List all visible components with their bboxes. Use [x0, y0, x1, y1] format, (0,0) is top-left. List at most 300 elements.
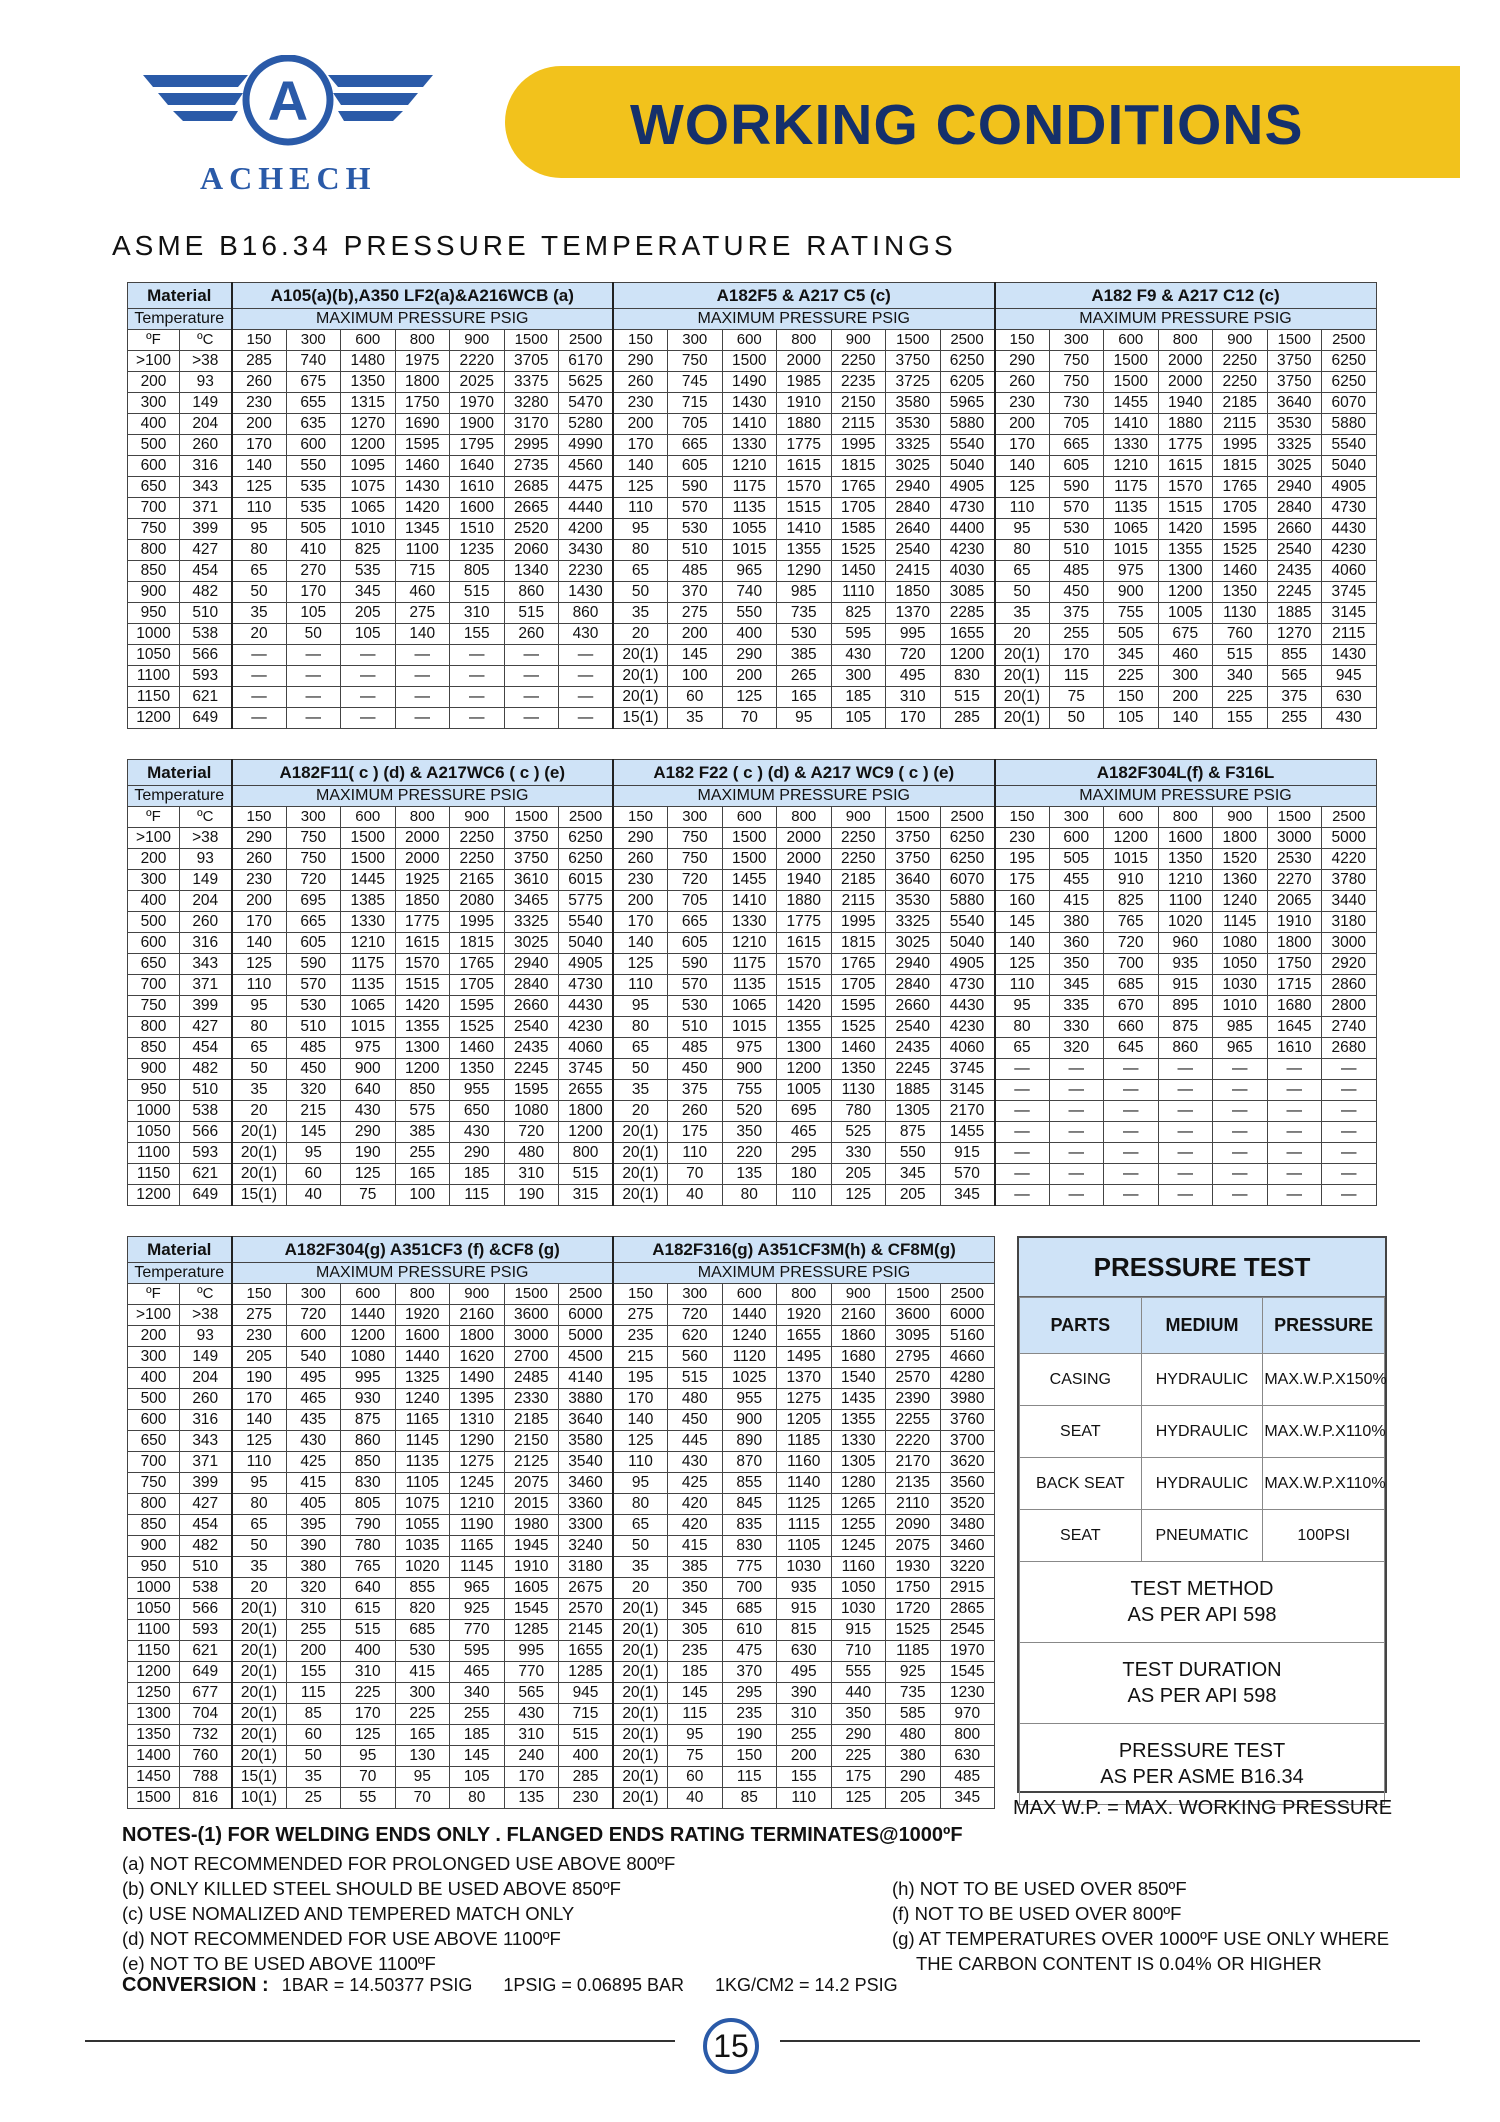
- pressure-class: 300: [286, 330, 341, 351]
- rating-cell: 15(1): [232, 1185, 287, 1206]
- rating-cell: —: [341, 708, 396, 729]
- rating-cell: 1545: [940, 1662, 995, 1683]
- rating-cell: 1210: [450, 1494, 505, 1515]
- rating-cell: 505: [1104, 624, 1159, 645]
- rating-cell: 140: [613, 1410, 668, 1431]
- rating-cell: 50: [1049, 708, 1104, 729]
- rating-cell: 1800: [559, 1101, 614, 1122]
- temp-c: 621: [180, 687, 232, 708]
- rating-cell: 20(1): [613, 1185, 668, 1206]
- temp-f: 1100: [128, 1143, 180, 1164]
- temp-f: 1300: [128, 1704, 180, 1725]
- rating-cell: 1525: [886, 1620, 941, 1641]
- rating-cell: 5880: [940, 891, 995, 912]
- rating-cell: 20: [613, 624, 668, 645]
- rating-cell: 4905: [559, 954, 614, 975]
- rating-cell: —: [1104, 1185, 1159, 1206]
- rating-cell: 1135: [722, 975, 777, 996]
- rating-cell: —: [504, 708, 559, 729]
- rating-cell: 2235: [831, 372, 886, 393]
- rating-cell: 1080: [504, 1101, 559, 1122]
- rating-cell: 375: [1267, 687, 1322, 708]
- rating-cell: 685: [722, 1599, 777, 1620]
- rating-cell: 395: [286, 1515, 341, 1536]
- rating-cell: 115: [1049, 666, 1104, 687]
- rating-cell: 1350: [831, 1059, 886, 1080]
- rating-cell: 3540: [559, 1452, 614, 1473]
- rating-cell: 1015: [722, 1017, 777, 1038]
- table-row: [128, 540, 1377, 561]
- rating-cell: 1920: [777, 1305, 832, 1326]
- rating-cell: 255: [395, 1143, 450, 1164]
- rating-cell: —: [995, 1164, 1050, 1185]
- pt-row: [1020, 1458, 1385, 1510]
- notes-left: [122, 1851, 922, 1976]
- rating-cell: —: [559, 645, 614, 666]
- rating-cell: 430: [1322, 708, 1377, 729]
- rating-cell: 1520: [1213, 849, 1268, 870]
- rating-cell: 2995: [504, 435, 559, 456]
- rating-cell: 450: [286, 1059, 341, 1080]
- rating-cell: 3750: [1267, 372, 1322, 393]
- rating-cell: 1255: [831, 1515, 886, 1536]
- rating-cell: 3750: [504, 828, 559, 849]
- rating-cell: 175: [995, 870, 1050, 891]
- rating-cell: 1200: [1158, 582, 1213, 603]
- rating-cell: 1410: [777, 519, 832, 540]
- rating-cell: 1430: [722, 393, 777, 414]
- rating-cell: 125: [995, 477, 1050, 498]
- rating-cell: 900: [722, 1059, 777, 1080]
- table-row: [128, 1452, 995, 1473]
- rating-cell: 380: [1049, 912, 1104, 933]
- rating-cell: 2540: [504, 1017, 559, 1038]
- rating-cell: 20(1): [613, 1704, 668, 1725]
- rating-cell: 3750: [1267, 351, 1322, 372]
- temp-c: 593: [180, 1143, 232, 1164]
- rating-cell: 515: [668, 1368, 723, 1389]
- pressure-class: 300: [668, 807, 723, 828]
- rating-cell: 255: [1049, 624, 1104, 645]
- rating-cell: 4905: [940, 477, 995, 498]
- rating-cell: 290: [232, 828, 287, 849]
- rating-cell: —: [1213, 1059, 1268, 1080]
- temp-c: 677: [180, 1683, 232, 1704]
- rating-cell: 2125: [504, 1452, 559, 1473]
- rating-cell: 20(1): [613, 1122, 668, 1143]
- temp-c: 149: [180, 1347, 232, 1368]
- notes-heading: NOTES-(1) FOR WELDING ENDS ONLY . FLANGED ENDS RATING TERMINATES@1000ºF: [122, 1824, 963, 1846]
- rating-cell: 20(1): [232, 1746, 287, 1767]
- temp-c: 482: [180, 1059, 232, 1080]
- rating-cell: 1360: [1213, 870, 1268, 891]
- rating-cell: 330: [831, 1143, 886, 1164]
- rating-cell: 1975: [395, 351, 450, 372]
- rating-cell: 370: [668, 582, 723, 603]
- material-name: A105(a)(b),A350 LF2(a)&A216WCB (a): [232, 283, 614, 309]
- rating-cell: 125: [613, 1431, 668, 1452]
- rating-cell: 1490: [450, 1368, 505, 1389]
- rating-cell: 285: [940, 708, 995, 729]
- rating-cell: 4500: [559, 1347, 614, 1368]
- rating-cell: 80: [722, 1185, 777, 1206]
- rating-cell: 685: [1104, 975, 1159, 996]
- rating-cell: 2220: [886, 1431, 941, 1452]
- rating-cell: 110: [995, 498, 1050, 519]
- footer-rule-right: [780, 2040, 1420, 2042]
- temp-c: 399: [180, 1473, 232, 1494]
- rating-cell: 4060: [1322, 561, 1377, 582]
- rating-cell: 675: [286, 372, 341, 393]
- note-item: (a) NOT RECOMMENDED FOR PROLONGED USE ABOVE 800ºF: [122, 1853, 676, 1874]
- rating-cell: 515: [559, 1725, 614, 1746]
- rating-cell: 1885: [1267, 603, 1322, 624]
- rating-cell: 85: [722, 1788, 777, 1809]
- rating-cell: 1500: [722, 849, 777, 870]
- rating-cell: 200: [722, 666, 777, 687]
- rating-cell: 95: [613, 519, 668, 540]
- notes-section: [122, 1823, 1402, 1974]
- temperature-label: Temperature: [128, 786, 232, 807]
- rating-cell: 1210: [341, 933, 396, 954]
- note-item: (g) AT TEMPERATURES OVER 1000ºF USE ONLY WHERE: [892, 1928, 1390, 1949]
- rating-cell: 385: [777, 645, 832, 666]
- rating-cell: 1355: [777, 1017, 832, 1038]
- rating-cell: 1705: [450, 975, 505, 996]
- rating-cell: 65: [232, 1515, 287, 1536]
- rating-cell: 565: [504, 1683, 559, 1704]
- pressure-class: 300: [1049, 807, 1104, 828]
- rating-cell: —: [995, 1143, 1050, 1164]
- table-row: [128, 561, 1377, 582]
- rating-cell: 655: [286, 393, 341, 414]
- rating-cell: 155: [450, 624, 505, 645]
- temp-c: 316: [180, 933, 232, 954]
- rating-cell: 740: [722, 582, 777, 603]
- rating-cell: 1185: [886, 1641, 941, 1662]
- rating-cell: 1200: [940, 645, 995, 666]
- rating-cell: 760: [1213, 624, 1268, 645]
- table-row: [128, 519, 1377, 540]
- pressure-class: 900: [1213, 330, 1268, 351]
- pressure-class: 300: [668, 1284, 723, 1305]
- rating-cell: 2570: [886, 1368, 941, 1389]
- rating-cell: 4730: [940, 975, 995, 996]
- rating-cell: 1910: [504, 1557, 559, 1578]
- rating-cell: 2940: [886, 954, 941, 975]
- rating-cell: —: [1158, 1164, 1213, 1185]
- temp-c: 93: [180, 849, 232, 870]
- rating-cell: 925: [886, 1662, 941, 1683]
- rating-cell: 1585: [831, 519, 886, 540]
- table-row: [128, 351, 1377, 372]
- rating-cell: 270: [286, 561, 341, 582]
- rating-cell: 140: [1158, 708, 1213, 729]
- rating-cell: 1690: [395, 414, 450, 435]
- rating-cell: 50: [286, 1746, 341, 1767]
- rating-cell: 1900: [450, 414, 505, 435]
- rating-cell: 290: [995, 351, 1050, 372]
- rating-cell: 1500: [722, 828, 777, 849]
- rating-cell: 65: [613, 561, 668, 582]
- rating-cell: 2270: [1267, 870, 1322, 891]
- rating-cell: —: [1049, 1185, 1104, 1206]
- rating-cell: 155: [286, 1662, 341, 1683]
- rating-cell: 790: [341, 1515, 396, 1536]
- rating-cell: 75: [668, 1746, 723, 1767]
- rating-cell: 1655: [940, 624, 995, 645]
- rating-cell: 2840: [886, 498, 941, 519]
- rating-cell: 2075: [504, 1473, 559, 1494]
- rating-cell: 5540: [940, 912, 995, 933]
- pressure-class: 150: [995, 330, 1050, 351]
- rating-cell: 1055: [395, 1515, 450, 1536]
- rating-cell: —: [995, 1122, 1050, 1143]
- pressure-class: 600: [341, 330, 396, 351]
- rating-cell: 80: [232, 540, 287, 561]
- table-row: [128, 1143, 1377, 1164]
- rating-cell: 3560: [940, 1473, 995, 1494]
- material-name: A182F11( c ) (d) & A217WC6 ( c ) (e): [232, 760, 614, 786]
- rating-cell: 560: [668, 1347, 723, 1368]
- rating-cell: 110: [232, 975, 287, 996]
- rating-cell: 1620: [450, 1347, 505, 1368]
- rating-cell: 485: [668, 561, 723, 582]
- rating-cell: 915: [831, 1620, 886, 1641]
- rating-cell: 460: [1158, 645, 1213, 666]
- rating-cell: 720: [504, 1122, 559, 1143]
- rating-cell: —: [504, 645, 559, 666]
- rating-cell: 6250: [940, 351, 995, 372]
- rating-cell: 640: [341, 1578, 396, 1599]
- rating-cell: 645: [1104, 1038, 1159, 1059]
- rating-cell: 230: [995, 393, 1050, 414]
- rating-cell: 1130: [1213, 603, 1268, 624]
- rating-cell: 1285: [504, 1620, 559, 1641]
- temp-f: 650: [128, 1431, 180, 1452]
- temp-f: >100: [128, 351, 180, 372]
- pt-cell: HYDRAULIC: [1141, 1354, 1263, 1406]
- rating-cell: 6015: [559, 870, 614, 891]
- rating-cell: 65: [232, 561, 287, 582]
- rating-cell: 80: [232, 1017, 287, 1038]
- rating-cell: 2540: [1267, 540, 1322, 561]
- temp-f: 1150: [128, 1641, 180, 1662]
- rating-cell: 1930: [886, 1557, 941, 1578]
- rating-cell: 225: [341, 1683, 396, 1704]
- rating-cell: 320: [286, 1578, 341, 1599]
- rating-cell: 970: [940, 1704, 995, 1725]
- rating-cell: —: [1213, 1143, 1268, 1164]
- table-row: [128, 1557, 995, 1578]
- rating-cell: 1500: [1104, 351, 1159, 372]
- rating-cell: 430: [504, 1704, 559, 1725]
- rating-cell: 3025: [1267, 456, 1322, 477]
- rating-cell: 590: [286, 954, 341, 975]
- note-item: THE CARBON CONTENT IS 0.04% OR HIGHER: [916, 1953, 1322, 1974]
- rating-cell: 720: [668, 870, 723, 891]
- rating-cell: 2285: [940, 603, 995, 624]
- pressure-class: 2500: [559, 807, 614, 828]
- rating-cell: 1015: [1104, 849, 1159, 870]
- rating-cell: 855: [1267, 645, 1322, 666]
- rating-cell: 2115: [1213, 414, 1268, 435]
- rating-cell: 200: [232, 414, 287, 435]
- temp-f: 950: [128, 603, 180, 624]
- rating-cell: 1020: [395, 1557, 450, 1578]
- rating-cell: —: [286, 645, 341, 666]
- pt-cell: HYDRAULIC: [1141, 1458, 1263, 1510]
- rating-cell: 235: [668, 1641, 723, 1662]
- rating-cell: 710: [831, 1641, 886, 1662]
- temp-c: 260: [180, 1389, 232, 1410]
- rating-cell: —: [1158, 1122, 1213, 1143]
- rating-cell: 3280: [504, 393, 559, 414]
- note-item: (b) ONLY KILLED STEEL SHOULD BE USED ABOVE 850ºF: [122, 1878, 621, 1899]
- pressure-class: 2500: [559, 1284, 614, 1305]
- section-title: ASME B16.34 PRESSURE TEMPERATURE RATINGS: [112, 230, 957, 261]
- rating-cell: 565: [1267, 666, 1322, 687]
- rating-cell: —: [286, 687, 341, 708]
- pressure-class: 300: [1049, 330, 1104, 351]
- rating-cell: 1850: [886, 582, 941, 603]
- rating-cell: —: [450, 666, 505, 687]
- rating-cell: —: [1049, 1122, 1104, 1143]
- rating-cell: 1330: [722, 912, 777, 933]
- rating-cell: 2680: [1322, 1038, 1377, 1059]
- rating-cell: 160: [995, 891, 1050, 912]
- rating-table: [127, 282, 1377, 729]
- rating-cell: 5040: [559, 933, 614, 954]
- rating-cell: 930: [341, 1389, 396, 1410]
- max-pressure-label: MAXIMUM PRESSURE PSIG: [995, 309, 1377, 330]
- rating-cell: 740: [286, 351, 341, 372]
- rating-cell: 60: [668, 687, 723, 708]
- table-row: [128, 1599, 995, 1620]
- rating-cell: 1460: [831, 1038, 886, 1059]
- rating-cell: 35: [232, 1557, 287, 1578]
- rating-cell: 1030: [777, 1557, 832, 1578]
- rating-cell: —: [1104, 1101, 1159, 1122]
- temp-c: 427: [180, 1017, 232, 1038]
- rating-cell: 3745: [1322, 582, 1377, 603]
- rating-cell: 3145: [1322, 603, 1377, 624]
- rating-cell: —: [232, 666, 287, 687]
- rating-cell: 1190: [450, 1515, 505, 1536]
- rating-cell: 15(1): [232, 1767, 287, 1788]
- table-row: [128, 1017, 1377, 1038]
- rating-cell: 315: [559, 1185, 614, 1206]
- rating-cell: 1330: [1104, 435, 1159, 456]
- rating-cell: 1455: [940, 1122, 995, 1143]
- rating-cell: 170: [286, 582, 341, 603]
- table-row: [128, 708, 1377, 729]
- rating-cell: 20(1): [232, 1164, 287, 1185]
- rating-cell: 20(1): [613, 1788, 668, 1809]
- rating-cell: 3750: [886, 849, 941, 870]
- temp-c: 704: [180, 1704, 232, 1725]
- rating-cell: —: [450, 687, 505, 708]
- rating-cell: 1135: [1104, 498, 1159, 519]
- rating-cell: 960: [1158, 933, 1213, 954]
- rating-cell: 480: [504, 1143, 559, 1164]
- rating-cell: 200: [286, 1641, 341, 1662]
- rating-cell: 310: [886, 687, 941, 708]
- rating-cell: 140: [232, 933, 287, 954]
- rating-cell: 4220: [1322, 849, 1377, 870]
- temp-f: 900: [128, 1059, 180, 1080]
- rating-cell: 40: [668, 1788, 723, 1809]
- rating-cell: 875: [1158, 1017, 1213, 1038]
- rating-cell: 415: [1049, 891, 1104, 912]
- rating-cell: 2660: [886, 996, 941, 1017]
- rating-cell: 875: [886, 1122, 941, 1143]
- rating-cell: 3640: [559, 1410, 614, 1431]
- rating-cell: 130: [395, 1746, 450, 1767]
- rating-cell: 225: [831, 1746, 886, 1767]
- temp-c: 566: [180, 645, 232, 666]
- rating-cell: 105: [450, 1767, 505, 1788]
- table-row: [128, 1347, 995, 1368]
- temp-f: 600: [128, 456, 180, 477]
- temp-c: 427: [180, 1494, 232, 1515]
- pressure-class: 600: [341, 807, 396, 828]
- rating-cell: 1880: [777, 891, 832, 912]
- rating-cell: 240: [504, 1746, 559, 1767]
- rating-cell: 3530: [886, 414, 941, 435]
- note-item: (e) NOT TO BE USED ABOVE 1100ºF: [122, 1953, 436, 1974]
- rating-cell: 720: [668, 1305, 723, 1326]
- rating-cell: 825: [341, 540, 396, 561]
- rating-cell: 300: [395, 1683, 450, 1704]
- rating-cell: 4060: [559, 1038, 614, 1059]
- table-row: [128, 1641, 995, 1662]
- rating-cell: 1500: [722, 351, 777, 372]
- rating-cell: 350: [668, 1578, 723, 1599]
- rating-cell: 1165: [450, 1536, 505, 1557]
- rating-cell: 2865: [940, 1599, 995, 1620]
- rating-cell: 145: [668, 1683, 723, 1704]
- rating-cell: 955: [722, 1389, 777, 1410]
- rating-cell: 1010: [1213, 996, 1268, 1017]
- rating-cell: 825: [1104, 891, 1159, 912]
- rating-cell: —: [995, 1101, 1050, 1122]
- temp-f: 300: [128, 870, 180, 891]
- rating-cell: 170: [504, 1767, 559, 1788]
- rating-cell: —: [232, 708, 287, 729]
- rating-cell: 4200: [559, 519, 614, 540]
- rating-cell: 1985: [777, 372, 832, 393]
- rating-cell: 145: [668, 645, 723, 666]
- rating-cell: 1615: [1158, 456, 1213, 477]
- rating-cell: 1765: [450, 954, 505, 975]
- table-row: [128, 828, 1377, 849]
- rating-cell: 345: [1049, 975, 1104, 996]
- rating-cell: 700: [722, 1578, 777, 1599]
- rating-cell: 195: [995, 849, 1050, 870]
- rating-cell: 1050: [831, 1578, 886, 1599]
- rating-cell: 1920: [395, 1305, 450, 1326]
- temp-c: 649: [180, 1185, 232, 1206]
- rating-cell: 1410: [722, 891, 777, 912]
- unit-f: ºF: [128, 807, 180, 828]
- rating-cell: 185: [668, 1662, 723, 1683]
- unit-c: ºC: [180, 1284, 232, 1305]
- rating-cell: —: [1267, 1143, 1322, 1164]
- pt-row: [1020, 1510, 1385, 1562]
- rating-cell: 2115: [831, 414, 886, 435]
- rating-cell: 800: [559, 1143, 614, 1164]
